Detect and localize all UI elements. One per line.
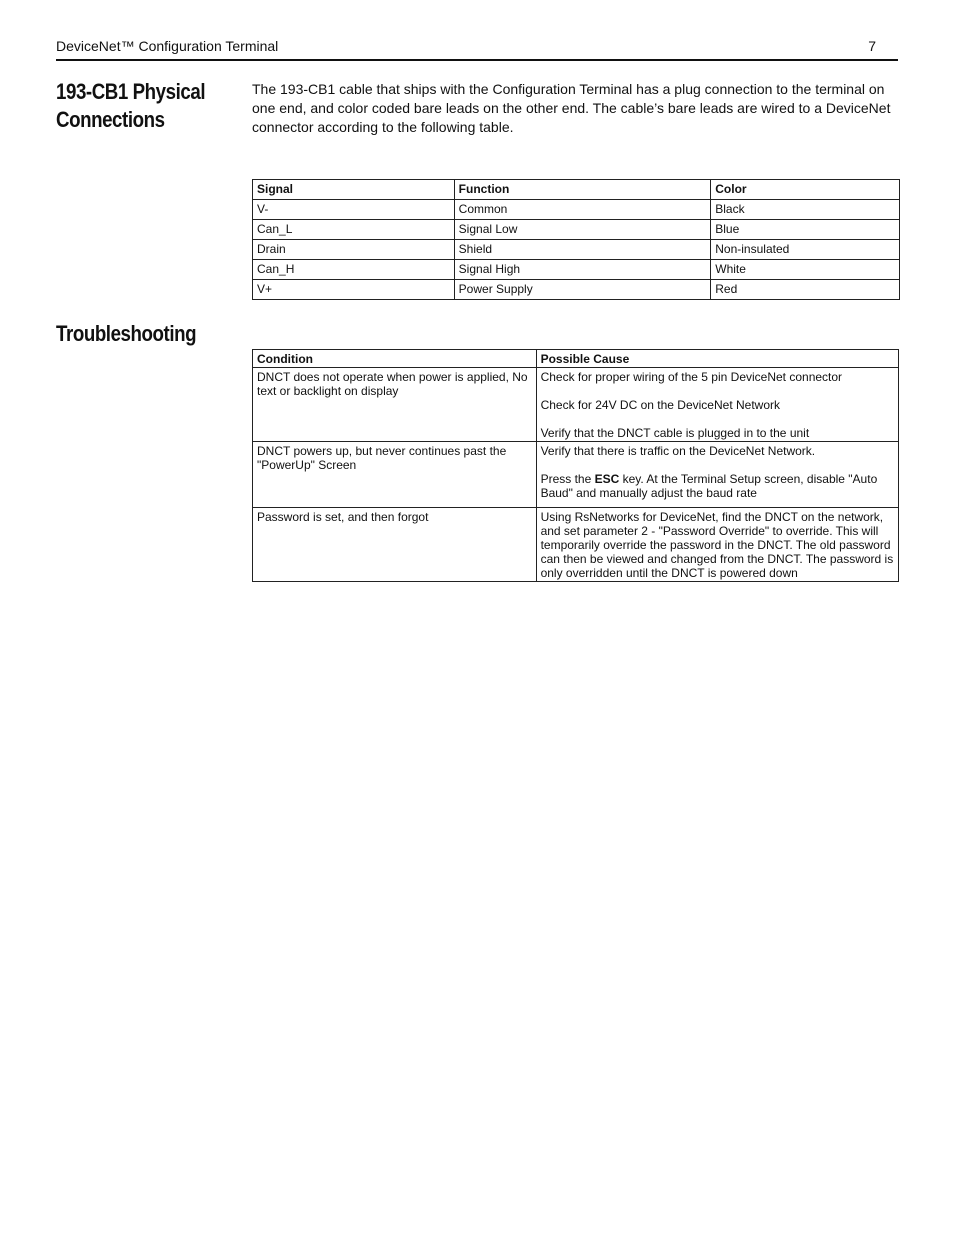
cable-wiring-table: [252, 179, 900, 300]
cause-cell: [536, 368, 898, 442]
signal-cell: V-: [253, 200, 455, 220]
cause-suffix: key. At the Terminal Setup screen, disable "Auto Baud" and manually adjust the baud rate: [540, 472, 878, 500]
table-header-row: [253, 350, 899, 368]
cause-text: Verify that the DNCT cable is plugged in to the unit: [540, 426, 810, 440]
condition-text: DNCT powers up, but never continues past the "PowerUp" Screen: [257, 444, 507, 472]
signal-cell: Drain: [253, 240, 455, 260]
cause-text: Check for 24V DC on the DeviceNet Network: [540, 398, 780, 412]
section-heading-cb1: 193-CB1 Physical Connections: [56, 79, 206, 132]
header-title: DeviceNet™ Configuration Terminal: [56, 38, 279, 54]
cause-cell: [536, 442, 898, 508]
color-cell: Non-insulated: [711, 240, 900, 260]
color-cell: White: [711, 260, 900, 280]
table-row: [253, 442, 899, 508]
cause-text: Check for proper wiring of the 5 pin DeviceNet connector: [540, 370, 843, 384]
cause-prefix: Press the: [540, 472, 595, 486]
color-cell: Red: [711, 280, 900, 300]
signal-cell: Can_L: [253, 220, 455, 240]
condition-cell: [253, 508, 537, 582]
function-cell: Shield: [454, 240, 711, 260]
page-number: 7: [868, 38, 876, 54]
table-row: [253, 368, 899, 442]
cb1-intro-paragraph: The 193-CB1 cable that ships with the Configuration Terminal has a plug connection to the terminal on one end, and color coded bare leads on the other end. The cable’s bare leads are wired to a DeviceNet connector according to the following table.: [252, 81, 891, 135]
cause-text: Verify that there is traffic on the DeviceNet Network.: [540, 444, 816, 458]
column-header-function: Function: [454, 180, 711, 200]
table-row: [253, 508, 899, 582]
condition-cell: [253, 442, 537, 508]
troubleshooting-table: [252, 349, 899, 582]
column-header-condition: Condition: [253, 350, 537, 368]
table-row: [253, 260, 900, 280]
function-cell: Signal Low: [454, 220, 711, 240]
condition-text: Password is set, and then forgot: [257, 510, 429, 524]
column-header-possible-cause: Possible Cause: [536, 350, 898, 368]
column-header-signal: Signal: [253, 180, 455, 200]
table-row: [253, 240, 900, 260]
color-cell: Black: [711, 200, 900, 220]
function-cell: Signal High: [454, 260, 711, 280]
function-cell: Common: [454, 200, 711, 220]
table-row: [253, 280, 900, 300]
cause-cell: [536, 508, 898, 582]
condition-text: DNCT does not operate when power is applied, No text or backlight on display: [257, 370, 528, 398]
cause-text: Using RsNetworks for DeviceNet, find the DNCT on the network, and set parameter 2 - "Password Override" to override. This will temporarily override the password in the DNCT. The old password can then be viewed and changed from the DNCT. The password is only overridden until the DNCT is powered down: [540, 510, 894, 580]
section-heading-troubleshooting: Troubleshooting: [56, 321, 197, 346]
condition-cell: [253, 368, 537, 442]
column-header-color: Color: [711, 180, 900, 200]
cause-text: [541, 472, 894, 500]
esc-key-label: ESC: [594, 472, 620, 486]
table-row: [253, 220, 900, 240]
table-header-row: [253, 180, 900, 200]
color-cell: Blue: [711, 220, 900, 240]
signal-cell: V+: [253, 280, 455, 300]
page-header: [56, 37, 898, 61]
function-cell: Power Supply: [454, 280, 711, 300]
table-row: [253, 200, 900, 220]
signal-cell: Can_H: [253, 260, 455, 280]
